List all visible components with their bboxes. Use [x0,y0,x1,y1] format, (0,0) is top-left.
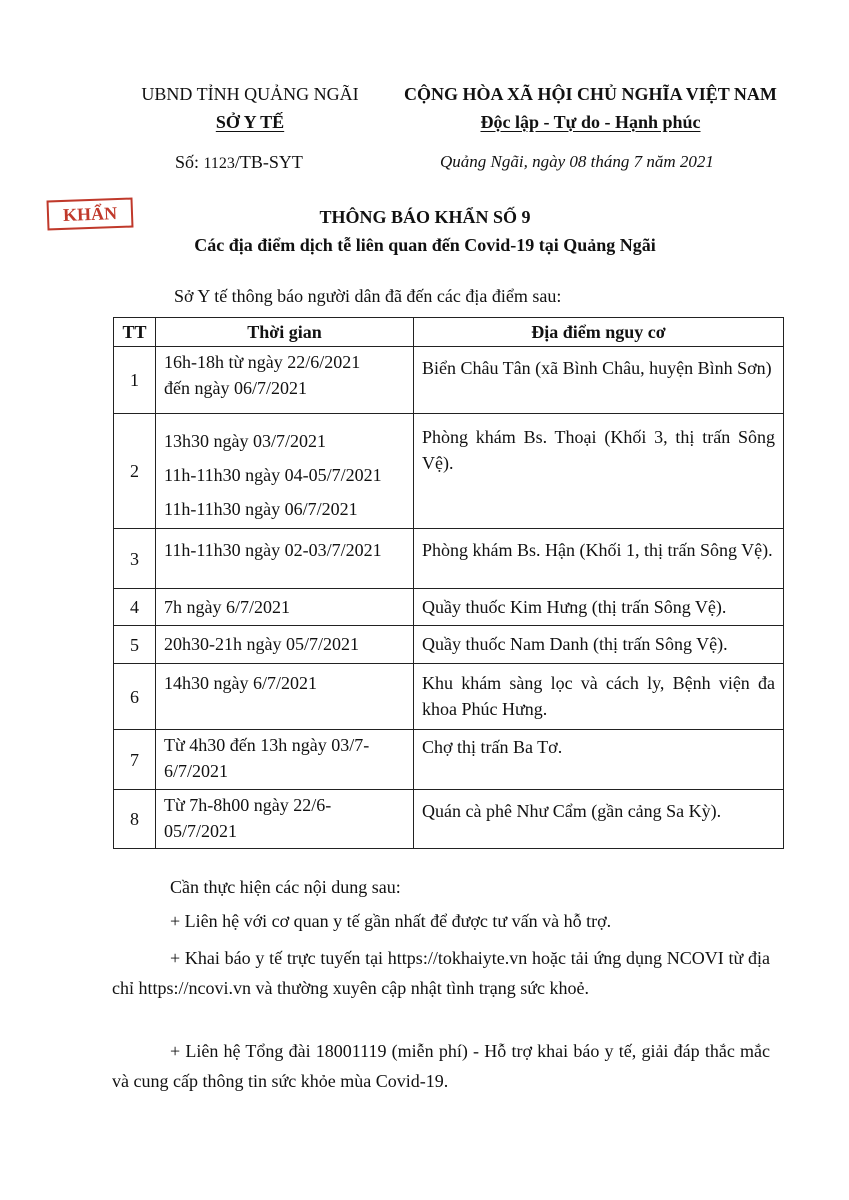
row-time [156,529,414,589]
row-number: 4 [114,589,156,626]
intro-text: Sở Y tế thông báo người dân đã đến các địa điểm sau: [174,286,562,306]
time-line: 11h-11h30 ngày 06/7/2021 [164,499,358,519]
row-time [156,626,414,664]
row-place: Phòng khám Bs. Thoại (Khối 3, thị trấn Sông Vệ). [414,414,784,529]
time-line: Từ 7h-8h00 ngày 22/6- [164,795,332,815]
table-row [114,529,784,589]
urgent-stamp: KHẨN [47,198,134,231]
header-time: Thời gian [156,318,414,347]
table-row [114,664,784,730]
row-number: 1 [114,347,156,414]
table-row [114,414,784,529]
time-line: 14h30 ngày 6/7/2021 [164,673,317,693]
time-line: 6/7/2021 [164,761,229,781]
document-number [175,152,303,173]
time-line: 05/7/2021 [164,821,238,841]
header-tt: TT [114,318,156,347]
row-time [156,589,414,626]
action-item-declare: + Khai báo y tế trực tuyến tại https://tokhaiyte.vn hoặc tải ứng dụng NCOVI từ địa chỉ https://ncovi.vn và thường xuyên cập nhật tình trạng sức khoẻ. [112,948,770,998]
row-time [156,347,414,414]
row-number: 5 [114,626,156,664]
time-line: 11h-11h30 ngày 04-05/7/2021 [164,465,382,485]
title-line-1: THÔNG BÁO KHẨN SỐ 9 [319,207,531,227]
row-place: Quầy thuốc Kim Hưng (thị trấn Sông Vệ). [414,589,784,626]
row-number: 2 [114,414,156,529]
row-number: 8 [114,790,156,849]
province-name: UBND TỈNH QUẢNG NGÃI [141,84,359,104]
time-line: Từ 4h30 đến 13h ngày 03/7- [164,735,370,755]
row-time [156,730,414,790]
document-number-prefix: Số: [175,152,200,172]
row-number: 3 [114,529,156,589]
row-number: 7 [114,730,156,790]
table-row [114,589,784,626]
time-line: 11h-11h30 ngày 02-03/7/2021 [164,540,382,560]
action-item-hotline: + Liên hệ Tổng đài 18001119 (miễn phí) - Hỗ trợ khai báo y tế, giải đáp thắc mắc và cung cấp thông tin sức khỏe mùa Covid-19. [112,1041,770,1091]
row-time [156,664,414,730]
row-place: Phòng khám Bs. Hận (Khối 1, thị trấn Sông Vệ). [414,529,784,589]
table-header-row [114,318,784,347]
row-place: Quầy thuốc Nam Danh (thị trấn Sông Vệ). [414,626,784,664]
action-item-contact: + Liên hệ với cơ quan y tế gần nhất để được tư vấn và hỗ trợ. [170,911,612,931]
table-row [114,730,784,790]
row-time [156,414,414,529]
national-motto [388,80,793,136]
time-line: đến ngày 06/7/2021 [164,378,307,398]
time-line: 20h30-21h ngày 05/7/2021 [164,634,359,654]
table-row [114,790,784,849]
row-place: Chợ thị trấn Ba Tơ. [414,730,784,790]
motto: Độc lập - Tự do - Hạnh phúc [480,112,701,132]
place-date: Quảng Ngãi, ngày 08 tháng 7 năm 2021 [440,152,714,171]
row-place: Quán cà phê Như Cẩm (gần cảng Sa Kỳ). [414,790,784,849]
row-number: 6 [114,664,156,730]
risk-locations-table [113,317,784,849]
actions-heading: Cần thực hiện các nội dung sau: [170,877,401,897]
table-row [114,347,784,414]
time-line: 7h ngày 6/7/2021 [164,597,290,617]
document-number-value: 1123 [203,155,235,172]
row-place: Biển Châu Tân (xã Bình Châu, huyện Bình Sơn) [414,347,784,414]
time-line: 13h30 ngày 03/7/2021 [164,431,326,451]
time-line: 16h-18h từ ngày 22/6/2021 [164,352,361,372]
department-name: SỞ Y TẾ [215,112,285,132]
row-time [156,790,414,849]
document-title [120,203,730,259]
title-line-2: Các địa điểm dịch tễ liên quan đến Covid-19 tại Quảng Ngãi [194,235,656,255]
table-row [114,626,784,664]
header-place: Địa điểm nguy cơ [414,318,784,347]
country-name: CỘNG HÒA XÃ HỘI CHỦ NGHĨA VIỆT NAM [404,84,777,104]
row-place: Khu khám sàng lọc và cách ly, Bệnh viện đa khoa Phúc Hưng. [414,664,784,730]
document-number-suffix: /TB-SYT [234,152,303,172]
issuing-organization [120,80,380,136]
